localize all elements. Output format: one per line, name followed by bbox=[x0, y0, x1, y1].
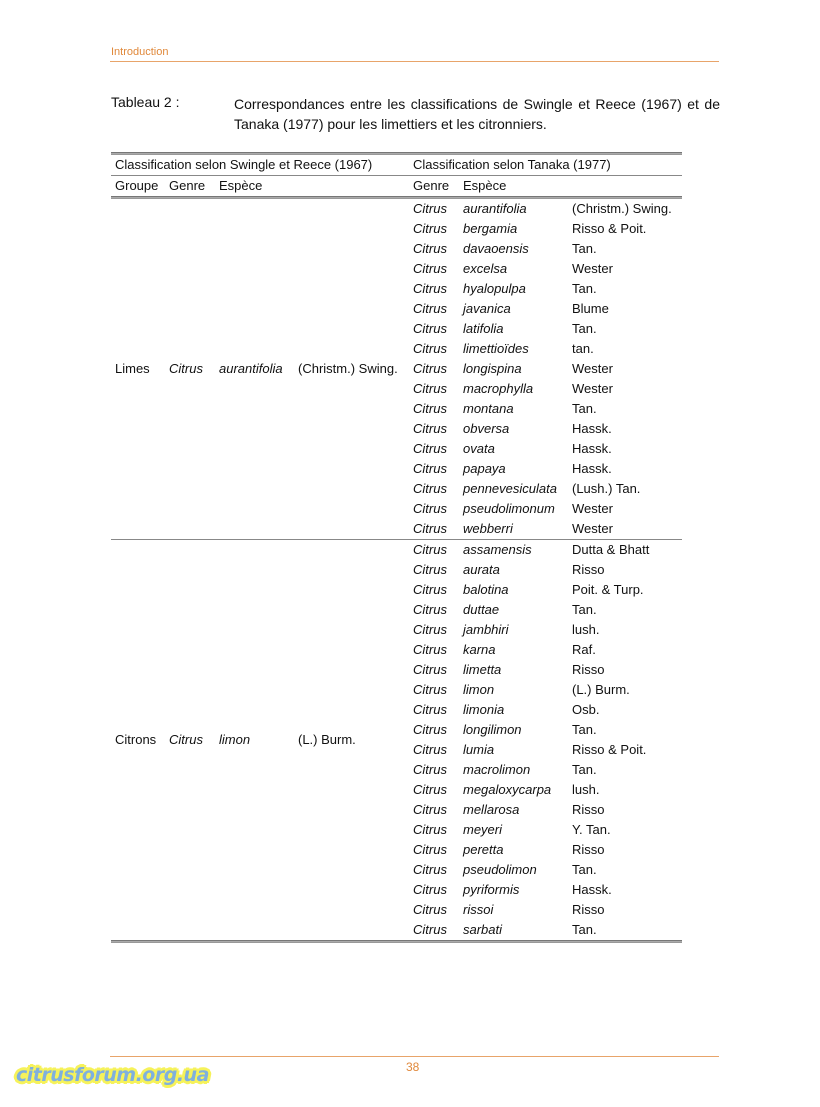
tanaka-auteur: Risso bbox=[572, 902, 605, 917]
tanaka-auteur: Hassk. bbox=[572, 882, 612, 897]
tanaka-auteur: Wester bbox=[572, 521, 613, 536]
tanaka-espece: balotina bbox=[463, 582, 509, 597]
table-bottom-rule bbox=[111, 940, 682, 943]
tanaka-auteur: Tan. bbox=[572, 762, 597, 777]
watermark-logo: citrusforum.org.ua bbox=[16, 1064, 209, 1086]
tanaka-auteur: Risso bbox=[572, 802, 605, 817]
tanaka-espece: papaya bbox=[463, 461, 506, 476]
tanaka-genre: Citrus bbox=[413, 842, 447, 857]
tanaka-auteur: Wester bbox=[572, 361, 613, 376]
tanaka-espece: aurata bbox=[463, 562, 500, 577]
tanaka-genre: Citrus bbox=[413, 582, 447, 597]
header-rule bbox=[110, 61, 719, 62]
table-row bbox=[111, 560, 682, 580]
tanaka-auteur: Tan. bbox=[572, 862, 597, 877]
tanaka-espece: rissoi bbox=[463, 902, 494, 917]
tanaka-auteur: Y. Tan. bbox=[572, 822, 611, 837]
tanaka-espece: assamensis bbox=[463, 542, 532, 557]
table-caption-label: Tableau 2 : bbox=[111, 94, 180, 110]
col-header-genre-right: Genre bbox=[413, 178, 450, 193]
tanaka-espece: sarbati bbox=[463, 922, 503, 937]
tanaka-espece: longispina bbox=[463, 361, 522, 376]
tanaka-espece: pennevesiculata bbox=[463, 481, 557, 496]
table-row bbox=[111, 600, 682, 620]
tanaka-genre: Citrus bbox=[413, 461, 447, 476]
table-row bbox=[111, 319, 682, 339]
tanaka-genre: Citrus bbox=[413, 862, 447, 877]
tanaka-group-header: Classification selon Tanaka (1977) bbox=[413, 157, 611, 172]
tanaka-genre: Citrus bbox=[413, 281, 447, 296]
tanaka-espece: macrophylla bbox=[463, 381, 534, 396]
tanaka-genre: Citrus bbox=[413, 922, 447, 937]
table-group bbox=[111, 199, 682, 539]
table-row bbox=[111, 920, 682, 940]
tanaka-auteur: Wester bbox=[572, 501, 613, 516]
group-name: Limes bbox=[115, 361, 150, 376]
tanaka-espece: bergamia bbox=[463, 221, 518, 236]
table-row bbox=[111, 279, 682, 299]
tanaka-auteur: Risso & Poit. bbox=[572, 221, 647, 236]
table-row bbox=[111, 419, 682, 439]
tanaka-auteur: Tan. bbox=[572, 922, 597, 937]
tanaka-auteur: Hassk. bbox=[572, 441, 612, 456]
tanaka-genre: Citrus bbox=[413, 421, 447, 436]
tanaka-espece: limonia bbox=[463, 702, 505, 717]
table-row bbox=[111, 820, 682, 840]
tanaka-espece: montana bbox=[463, 401, 514, 416]
tanaka-auteur: Wester bbox=[572, 261, 613, 276]
tanaka-auteur: Raf. bbox=[572, 642, 596, 657]
table-row bbox=[111, 880, 682, 900]
running-header: Introduction bbox=[111, 46, 169, 58]
tanaka-espece: obversa bbox=[463, 421, 510, 436]
table-row bbox=[111, 439, 682, 459]
swingle-auteur: (L.) Burm. bbox=[298, 732, 356, 747]
tanaka-genre: Citrus bbox=[413, 521, 447, 536]
table-body bbox=[111, 199, 682, 940]
tanaka-auteur: Tan. bbox=[572, 602, 597, 617]
tanaka-genre: Citrus bbox=[413, 501, 447, 516]
tanaka-auteur: Blume bbox=[572, 301, 609, 316]
swingle-auteur: (Christm.) Swing. bbox=[298, 361, 398, 376]
tanaka-genre: Citrus bbox=[413, 802, 447, 817]
tanaka-auteur: Risso & Poit. bbox=[572, 742, 647, 757]
tanaka-genre: Citrus bbox=[413, 682, 447, 697]
tanaka-espece: karna bbox=[463, 642, 496, 657]
table-row bbox=[111, 840, 682, 860]
tanaka-auteur: Tan. bbox=[572, 401, 597, 416]
tanaka-genre: Citrus bbox=[413, 882, 447, 897]
table-row bbox=[111, 740, 682, 760]
tanaka-auteur: lush. bbox=[572, 782, 600, 797]
tanaka-espece: peretta bbox=[463, 842, 504, 857]
tanaka-genre: Citrus bbox=[413, 361, 447, 376]
table-row bbox=[111, 760, 682, 780]
tanaka-espece: webberri bbox=[463, 521, 513, 536]
classification-table bbox=[111, 152, 682, 943]
tanaka-auteur: Risso bbox=[572, 842, 605, 857]
tanaka-espece: ovata bbox=[463, 441, 495, 456]
swingle-genre: Citrus bbox=[169, 361, 203, 376]
table-row bbox=[111, 720, 682, 740]
tanaka-espece: hyalopulpa bbox=[463, 281, 526, 296]
tanaka-genre: Citrus bbox=[413, 702, 447, 717]
footer-rule bbox=[110, 1056, 719, 1057]
tanaka-espece: pseudolimonum bbox=[463, 501, 555, 516]
tanaka-espece: mellarosa bbox=[463, 802, 520, 817]
tanaka-espece: duttae bbox=[463, 602, 500, 617]
tanaka-genre: Citrus bbox=[413, 381, 447, 396]
table-row bbox=[111, 900, 682, 920]
col-header-genre-left: Genre bbox=[169, 178, 206, 193]
swingle-espece: limon bbox=[219, 732, 251, 747]
tanaka-auteur: tan. bbox=[572, 341, 594, 356]
tanaka-genre: Citrus bbox=[413, 762, 447, 777]
table-row bbox=[111, 640, 682, 660]
tanaka-genre: Citrus bbox=[413, 201, 447, 216]
table-row bbox=[111, 239, 682, 259]
tanaka-espece: macrolimon bbox=[463, 762, 531, 777]
table-row bbox=[111, 339, 682, 359]
table-row bbox=[111, 780, 682, 800]
tanaka-auteur: (L.) Burm. bbox=[572, 682, 630, 697]
table-caption-text: Correspondances entre les classifications de Swingle et Reece (1967) et de Tanaka (1977) pour les limettiers et les citronniers. bbox=[234, 96, 720, 132]
table-row bbox=[111, 359, 682, 379]
table-row bbox=[111, 660, 682, 680]
tanaka-auteur: lush. bbox=[572, 622, 600, 637]
table-row bbox=[111, 680, 682, 700]
tanaka-auteur: Hassk. bbox=[572, 461, 612, 476]
tanaka-genre: Citrus bbox=[413, 722, 447, 737]
tanaka-genre: Citrus bbox=[413, 321, 447, 336]
tanaka-genre: Citrus bbox=[413, 401, 447, 416]
group-name: Citrons bbox=[115, 732, 157, 747]
tanaka-espece: davaoensis bbox=[463, 241, 529, 256]
tanaka-auteur: (Christm.) Swing. bbox=[572, 201, 672, 216]
tanaka-genre: Citrus bbox=[413, 602, 447, 617]
table-row bbox=[111, 399, 682, 419]
col-header-espece-left: Espèce bbox=[219, 178, 263, 193]
swingle-group-header: Classification selon Swingle et Reece (1967) bbox=[115, 157, 373, 172]
col-header-espece-right: Espèce bbox=[463, 178, 507, 193]
tanaka-genre: Citrus bbox=[413, 341, 447, 356]
tanaka-genre: Citrus bbox=[413, 241, 447, 256]
tanaka-genre: Citrus bbox=[413, 481, 447, 496]
tanaka-espece: limon bbox=[463, 682, 495, 697]
tanaka-genre: Citrus bbox=[413, 662, 447, 677]
tanaka-espece: javanica bbox=[463, 301, 511, 316]
tanaka-genre: Citrus bbox=[413, 782, 447, 797]
table-row bbox=[111, 519, 682, 539]
tanaka-genre: Citrus bbox=[413, 902, 447, 917]
table-row bbox=[111, 620, 682, 640]
tanaka-auteur: Risso bbox=[572, 662, 605, 677]
tanaka-auteur: Wester bbox=[572, 381, 613, 396]
tanaka-espece: latifolia bbox=[463, 321, 504, 336]
tanaka-genre: Citrus bbox=[413, 301, 447, 316]
table-row bbox=[111, 800, 682, 820]
tanaka-espece: aurantifolia bbox=[463, 201, 527, 216]
table-row bbox=[111, 219, 682, 239]
tanaka-auteur: Poit. & Turp. bbox=[572, 582, 644, 597]
table-row bbox=[111, 700, 682, 720]
table-row bbox=[111, 199, 682, 219]
tanaka-espece: limetta bbox=[463, 662, 502, 677]
table-row bbox=[111, 860, 682, 880]
tanaka-espece: meyeri bbox=[463, 822, 503, 837]
tanaka-auteur: Dutta & Bhatt bbox=[572, 542, 650, 557]
table-row bbox=[111, 299, 682, 319]
table-row bbox=[111, 499, 682, 519]
table-row bbox=[111, 259, 682, 279]
tanaka-genre: Citrus bbox=[413, 542, 447, 557]
table-group bbox=[111, 540, 682, 940]
table-row bbox=[111, 459, 682, 479]
tanaka-auteur: Hassk. bbox=[572, 421, 612, 436]
tanaka-auteur: (Lush.) Tan. bbox=[572, 481, 641, 496]
tanaka-genre: Citrus bbox=[413, 822, 447, 837]
tanaka-auteur: Tan. bbox=[572, 281, 597, 296]
tanaka-auteur: Tan. bbox=[572, 241, 597, 256]
tanaka-espece: excelsa bbox=[463, 261, 508, 276]
tanaka-genre: Citrus bbox=[413, 742, 447, 757]
column-header-row bbox=[111, 176, 682, 196]
tanaka-espece: longilimon bbox=[463, 722, 522, 737]
tanaka-auteur: Tan. bbox=[572, 321, 597, 336]
page-number: 38 bbox=[406, 1060, 420, 1074]
tanaka-auteur: Tan. bbox=[572, 722, 597, 737]
table-row bbox=[111, 379, 682, 399]
tanaka-genre: Citrus bbox=[413, 622, 447, 637]
tanaka-espece: megaloxycarpa bbox=[463, 782, 552, 797]
tanaka-genre: Citrus bbox=[413, 642, 447, 657]
tanaka-genre: Citrus bbox=[413, 221, 447, 236]
tanaka-espece: lumia bbox=[463, 742, 495, 757]
tanaka-espece: pseudolimon bbox=[463, 862, 537, 877]
group-header-row bbox=[111, 155, 682, 175]
col-header-groupe: Groupe bbox=[115, 178, 159, 193]
table-row bbox=[111, 580, 682, 600]
swingle-espece: aurantifolia bbox=[219, 361, 283, 376]
swingle-genre: Citrus bbox=[169, 732, 203, 747]
tanaka-espece: jambhiri bbox=[463, 622, 509, 637]
table-row bbox=[111, 479, 682, 499]
tanaka-genre: Citrus bbox=[413, 562, 447, 577]
table-row bbox=[111, 540, 682, 560]
tanaka-auteur: Risso bbox=[572, 562, 605, 577]
tanaka-genre: Citrus bbox=[413, 261, 447, 276]
tanaka-espece: pyriformis bbox=[463, 882, 520, 897]
tanaka-genre: Citrus bbox=[413, 441, 447, 456]
tanaka-espece: limettioïdes bbox=[463, 341, 529, 356]
tanaka-auteur: Osb. bbox=[572, 702, 600, 717]
